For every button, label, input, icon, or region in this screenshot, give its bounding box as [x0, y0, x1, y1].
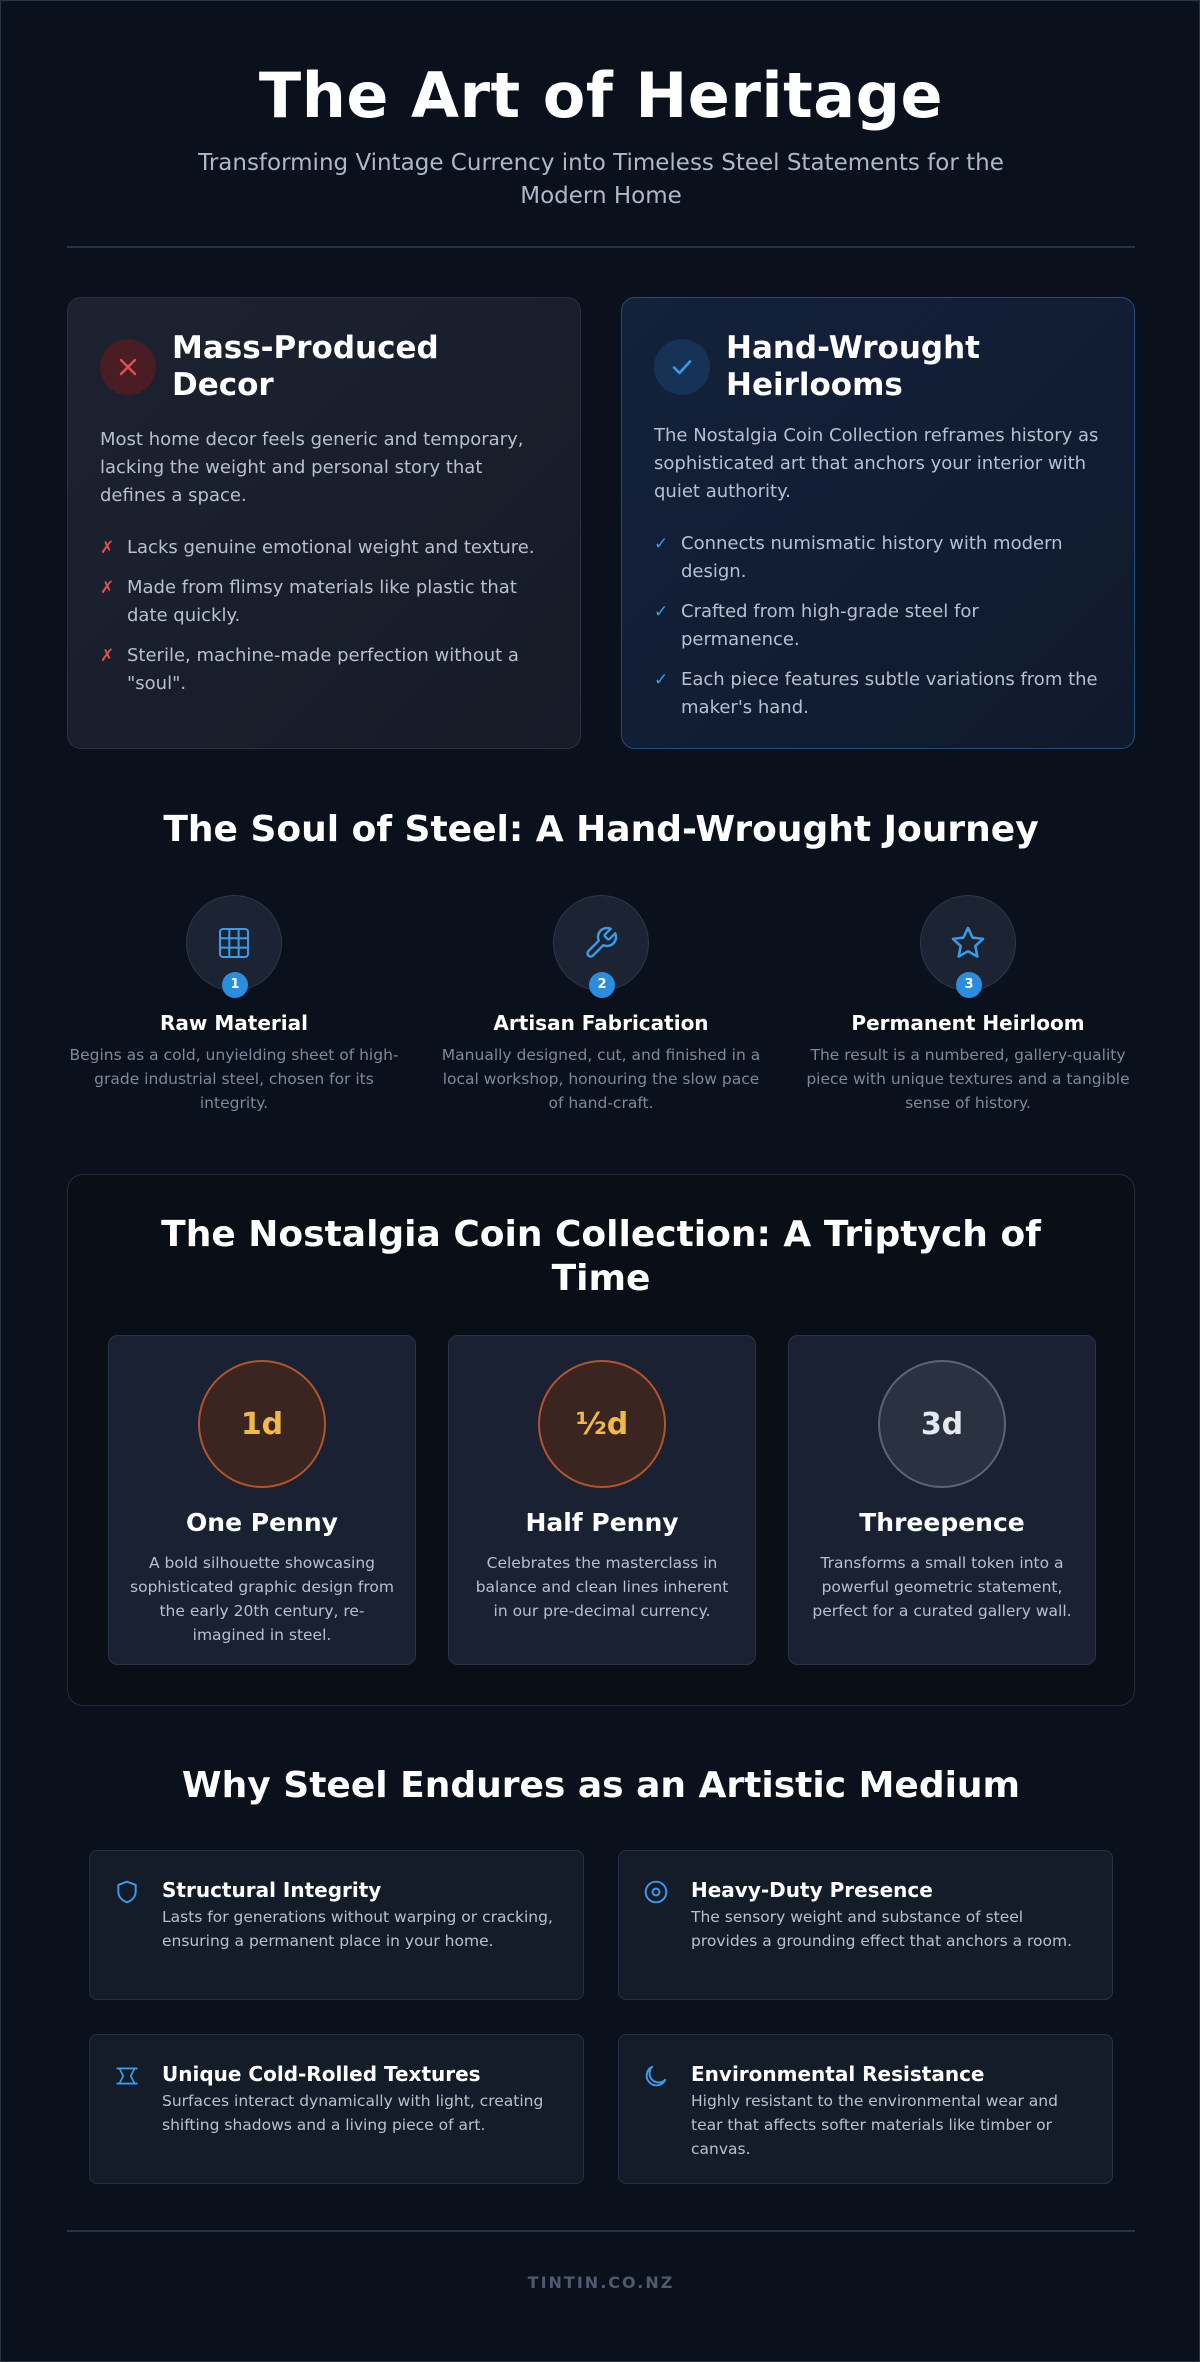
- journey-title: The Soul of Steel: A Hand-Wrought Journey: [163, 809, 1039, 850]
- step-number-badge: 2: [589, 972, 615, 998]
- hand-wrought-lead: The Nostalgia Coin Collection reframes history as sophisticated art that anchors your interior with quiet authority.: [654, 425, 1099, 502]
- step-icon-circle: [186, 895, 282, 991]
- step-icon-circle: [920, 895, 1016, 991]
- list-item: [654, 666, 1102, 722]
- layers-icon: [114, 2061, 162, 2183]
- feature-text: Surfaces interact dynamically with light, creating shifting shadows and a living piece of art.: [162, 2092, 544, 2134]
- list-item-text: Lacks genuine emotional weight and texture.: [127, 537, 535, 558]
- coin-card: [448, 1335, 756, 1665]
- half-penny-coin-icon: ½d: [538, 1360, 666, 1488]
- coin-name: Half Penny: [525, 1508, 679, 1537]
- coin-card: [788, 1335, 1096, 1665]
- step-number-badge: 3: [956, 972, 982, 998]
- coin-collection-panel: [67, 1174, 1135, 1706]
- list-item: [100, 534, 548, 562]
- check-icon: [654, 339, 710, 395]
- feature-title: Environmental Resistance: [691, 2062, 985, 2086]
- list-item: [100, 642, 548, 698]
- coin-card: [108, 1335, 416, 1665]
- step-title: Permanent Heirloom: [851, 1011, 1085, 1035]
- journey-steps: [67, 895, 1135, 1115]
- wrench-icon: [583, 925, 619, 961]
- coin-description: Transforms a small token into a powerful geometric statement, perfect for a curated gallery wall.: [812, 1554, 1072, 1620]
- list-item-text: Connects numismatic history with modern design.: [681, 533, 1063, 582]
- check-mark-icon: ✓: [654, 670, 669, 690]
- journey-step: [434, 895, 768, 1115]
- penny-coin-icon: 1d: [198, 1360, 326, 1488]
- list-item-text: Each piece features subtle variations from the maker's hand.: [681, 669, 1098, 718]
- x-icon: [100, 339, 156, 395]
- cross-mark-icon: ✗: [100, 578, 115, 598]
- feature-text: Highly resistant to the environmental wear and tear that affects softer materials like timber or canvas.: [691, 2092, 1058, 2158]
- cross-mark-icon: ✗: [100, 538, 115, 558]
- steel-title: Why Steel Endures as an Artistic Medium: [181, 1765, 1021, 1806]
- coin-cards: [108, 1335, 1096, 1665]
- hand-wrought-card: [621, 297, 1135, 749]
- moon-icon: [643, 2061, 691, 2183]
- list-item: [100, 574, 548, 630]
- list-item-text: Sterile, machine-made perfection without a "soul".: [127, 645, 519, 694]
- feature-title: Structural Integrity: [162, 1878, 382, 1902]
- coin-description: A bold silhouette showcasing sophisticated graphic design from the early 20th century, re-imagined in steel.: [130, 1554, 394, 1644]
- coin-name: Threepence: [859, 1508, 1025, 1537]
- target-icon: [643, 1877, 691, 1999]
- step-title: Artisan Fabrication: [493, 1011, 709, 1035]
- feature-title: Unique Cold-Rolled Textures: [162, 2062, 481, 2086]
- list-item: [654, 530, 1102, 586]
- check-mark-icon: ✓: [654, 602, 669, 622]
- feature-text: The sensory weight and substance of steel provides a grounding effect that anchors a room.: [691, 1908, 1073, 1950]
- step-text: Manually designed, cut, and finished in a local workshop, honouring the slow pace of hand-craft.: [441, 1046, 761, 1112]
- step-text: The result is a numbered, gallery-quality piece with unique textures and a tangible sense of history.: [806, 1046, 1130, 1112]
- shield-icon: [114, 1877, 162, 1999]
- feature-card: [618, 2034, 1113, 2184]
- star-icon: [949, 924, 987, 962]
- footer-divider: [67, 2230, 1135, 2232]
- feature-text: Lasts for generations without warping or cracking, ensuring a permanent place in your home.: [162, 1908, 553, 1950]
- coin-description: Celebrates the masterclass in balance and clean lines inherent in our pre-decimal currency.: [475, 1554, 729, 1620]
- hero-header: [67, 59, 1135, 213]
- steel-features: [89, 1850, 1113, 2184]
- hand-wrought-list: [654, 530, 1102, 722]
- journey-step: [67, 895, 401, 1115]
- step-text: Begins as a cold, unyielding sheet of high-grade industrial steel, chosen for its integrity.: [69, 1046, 399, 1112]
- page-subtitle: Transforming Vintage Currency into Timeless Steel Statements for the Modern Home: [198, 150, 1004, 209]
- header-divider: [67, 246, 1135, 248]
- list-item-text: Crafted from high-grade steel for permanence.: [681, 601, 979, 650]
- feature-title: Heavy-Duty Presence: [691, 1878, 933, 1902]
- step-number-badge: 1: [222, 972, 248, 998]
- list-item: [654, 598, 1102, 654]
- step-icon-circle: [553, 895, 649, 991]
- feature-card: [618, 1850, 1113, 2000]
- mass-produced-list: [100, 534, 548, 698]
- step-title: Raw Material: [160, 1011, 308, 1035]
- feature-card: [89, 1850, 584, 2000]
- list-item-text: Made from flimsy materials like plastic that date quickly.: [127, 577, 517, 626]
- check-mark-icon: ✓: [654, 534, 669, 554]
- hand-wrought-title: Hand-Wrought Heirlooms: [726, 330, 980, 403]
- mass-produced-title: Mass-Produced Decor: [172, 330, 439, 403]
- collection-title: The Nostalgia Coin Collection: A Triptych of Time: [161, 1214, 1041, 1299]
- mass-produced-card: [67, 297, 581, 749]
- page-title: The Art of Heritage: [258, 59, 944, 132]
- footer-domain[interactable]: TINTIN.CO.NZ: [527, 2273, 675, 2292]
- threepence-coin-icon: 3d: [878, 1360, 1006, 1488]
- journey-step: [801, 895, 1135, 1115]
- feature-card: [89, 2034, 584, 2184]
- cross-mark-icon: ✗: [100, 646, 115, 666]
- coin-name: One Penny: [186, 1508, 338, 1537]
- mass-produced-lead: Most home decor feels generic and temporary, lacking the weight and personal story that defines a space.: [100, 429, 524, 506]
- grid-icon: [217, 926, 251, 960]
